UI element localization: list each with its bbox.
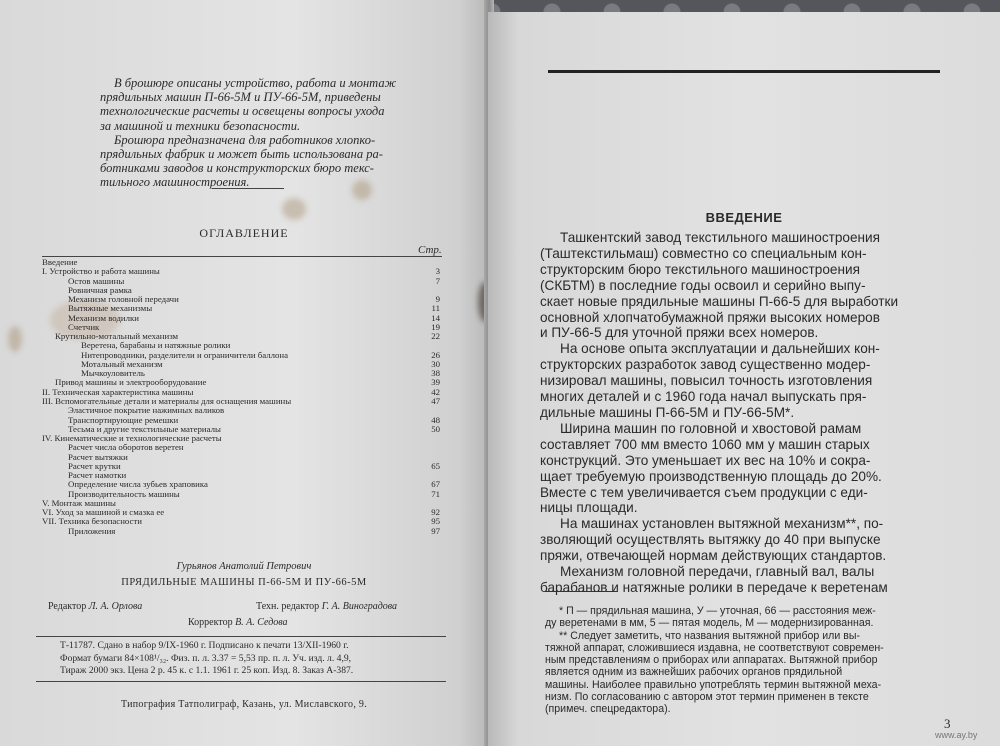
- toc-row: [42, 527, 442, 536]
- abstract-line: прядильных фабрик и может быть использована ра-: [100, 147, 383, 162]
- body-line: составляет 700 мм вместо 1060 мм у машин старых: [540, 436, 870, 452]
- table-of-contents: [42, 258, 442, 536]
- body-line: многих деталей и с 1960 года начал выпускать пря-: [540, 389, 867, 405]
- left-page: [0, 0, 488, 746]
- corrector-name: В. А. Седова: [235, 617, 288, 628]
- toc-page: 48: [431, 414, 440, 425]
- editor-name: Л. А. Орлова: [88, 601, 143, 612]
- toc-page: 30: [431, 358, 440, 369]
- footnote-divider: [545, 591, 617, 592]
- abstract-line: прядильных машин П-66-5М и ПУ-66-5М, приведены: [100, 90, 381, 105]
- toc-label: Веретена, барабаны и натяжные ролики: [81, 340, 231, 351]
- tech-editor-label: Техн. редактор: [256, 601, 320, 612]
- toc-page: 14: [431, 312, 440, 323]
- toc-label: Расчет числа оборотов веретен: [68, 442, 184, 453]
- toc-page: 47: [431, 395, 440, 406]
- toc-label: IV. Кинематические и технологические расчеты: [42, 433, 222, 444]
- toc-label: Эластичное покрытие нажимных валиков: [68, 405, 225, 416]
- body-line: (Таштекстильмаш) совместно со специальным кон-: [540, 245, 867, 261]
- page-number: 3: [944, 716, 951, 731]
- footnote-line: * П — прядильная машина, У — уточная, 66 — расстояния меж-: [559, 605, 876, 617]
- toc-title: ОГЛАВЛЕНИЕ: [199, 226, 289, 240]
- toc-label: Расчет намотки: [68, 470, 127, 481]
- body-line: Механизм головной передачи, главный вал, валы: [560, 564, 875, 580]
- footnote-line: (примеч. спецредактора).: [545, 703, 671, 716]
- toc-label: Механизм водилки: [68, 312, 140, 323]
- toc-page: 11: [431, 303, 440, 314]
- corrector-credit: [188, 617, 288, 628]
- abstract-line: ботниками заводов и конструкторских бюро текс-: [100, 161, 374, 176]
- toc-label: Счетчик: [68, 321, 100, 332]
- toc-label: Приложения: [68, 525, 116, 536]
- stain: [282, 198, 306, 220]
- toc-label: Привод машины и электрооборудование: [55, 377, 207, 388]
- toc-label: Мычкоуловитель: [81, 368, 145, 379]
- footnote-line: низм. По согласованию с автором этот термин применен в тексте: [545, 691, 869, 704]
- body-line: зволяющий осуществлять вытяжку до 40 при выпуске: [540, 532, 881, 548]
- toc-label: Ровничная рамка: [68, 284, 132, 295]
- toc-label: Крутильно-мотальный механизм: [55, 331, 179, 342]
- toc-label: Транспортирующие ремешки: [68, 414, 179, 425]
- editor-label: Редактор: [48, 601, 87, 612]
- footnote-line: ду веретенами в мм, 5 — пятая модель, М — модернизированная.: [545, 617, 874, 630]
- divider: [42, 256, 442, 257]
- body-line: основной хлопчатобумажной пряжи высоких номеров: [540, 309, 880, 325]
- divider: [36, 636, 446, 637]
- toc-page: 22: [431, 331, 440, 342]
- toc-label: Вытяжные механизмы: [68, 303, 153, 314]
- footnote-line: ным представлениям о приборах или аппаратах. Вытяжной прибор: [545, 654, 878, 667]
- printer-line: Типография Татполиграф, Казань, ул. Миславского, 9.: [120, 699, 368, 710]
- toc-page: 39: [431, 377, 440, 388]
- footnotes: [545, 605, 945, 716]
- toc-page-header: Стр.: [418, 244, 442, 256]
- editor-credit: [48, 601, 142, 612]
- abstract: [86, 76, 426, 190]
- toc-page: 67: [431, 479, 440, 490]
- toc-page: 65: [431, 460, 440, 471]
- book-title: ПРЯДИЛЬНЫЕ МАШИНЫ П-66-5М И ПУ-66-5М: [121, 577, 367, 588]
- toc-label: Механизм головной передачи: [68, 294, 179, 305]
- body-line: (СКБТМ) в последние годы освоил и серийно выпу-: [540, 277, 866, 293]
- body-line: структорским бюро текстильного машиностроения: [540, 261, 860, 277]
- toc-label: VII. Техника безопасности: [42, 516, 142, 527]
- toc-label: Расчет крутки: [68, 460, 121, 471]
- body-line: структорских разработок завод существенно модер-: [540, 357, 871, 373]
- toc-page: 26: [431, 349, 440, 360]
- divider: [36, 681, 446, 682]
- body-line: Ташкентский завод текстильного машиностроения: [560, 230, 881, 245]
- stain: [8, 326, 22, 352]
- toc-page: 19: [431, 321, 440, 332]
- tech-editor-name: Г. А. Виноградова: [321, 601, 398, 612]
- imprint-line: Тираж 2000 экз. Цена 2 р. 45 к. с 1.1. 1961 г. 25 коп. Изд. 8. Заказ А-387.: [60, 665, 354, 676]
- body-line: барабанов и натяжные ролики в передаче к веретенам: [540, 579, 888, 595]
- toc-label: V. Монтаж машины: [42, 497, 116, 508]
- section-title: ВВЕДЕНИЕ: [705, 210, 783, 225]
- footnote-line: является одним из важнейших рабочих органов прядильной: [545, 666, 843, 679]
- toc-page: 7: [435, 275, 440, 286]
- body-line: На основе опыта эксплуатации и дальнейших кон-: [560, 341, 880, 357]
- body-line: и ПУ-66-5 для уточной пряжи всех номеров.: [540, 325, 819, 341]
- toc-label: Производительность машины: [68, 488, 180, 499]
- toc-label: II. Техническая характеристика машины: [42, 386, 194, 397]
- body-line: дильные машины П-66-5М и ПУ-66-5М*.: [540, 404, 795, 420]
- tech-editor-credit: [256, 601, 397, 612]
- author-name: Гурьянов Анатолий Петрович: [176, 561, 312, 572]
- abstract-line: за машиной и техники безопасности.: [100, 118, 301, 133]
- toc-page: 50: [431, 423, 440, 434]
- toc-label: Расчет вытяжки: [68, 451, 128, 462]
- toc-row: [42, 314, 442, 323]
- imprint: [60, 640, 450, 678]
- toc-label: Нитепроводники, разделители и ограничители баллона: [81, 349, 289, 360]
- body-line: Ширина машин по головной и хвостовой рамам: [560, 420, 862, 436]
- toc-label: III. Вспомогательные детали и материалы для оснащения машины: [42, 395, 292, 406]
- body-line: пряжи, отвечающей нормам действующих стандартов.: [540, 548, 887, 564]
- toc-page: 42: [431, 386, 440, 397]
- abstract-line: Брошюра предназначена для работников хлопко-: [114, 132, 376, 147]
- footnote-line: тяжной аппарат, сложившиеся издавна, не соответствуют современ-: [545, 641, 884, 654]
- body-line: скает новые прядильные машины П-66-5 для выработки: [540, 293, 899, 309]
- body-line: На машинах установлен вытяжной механизм**, по-: [560, 516, 884, 532]
- body-line: щает требуемую производственную площадь до 20%.: [540, 468, 882, 484]
- toc-label: Введение: [42, 257, 78, 267]
- abstract-line: технологические расчеты и освещены вопросы ухода: [100, 104, 385, 119]
- toc-label: Остов машины: [68, 275, 125, 286]
- toc-label: Мотальный механизм: [81, 358, 163, 369]
- body-line: Вместе с тем увеличивается съем продукции с еди-: [540, 484, 868, 500]
- abstract-line: В брошюре описаны устройство, работа и монтаж: [114, 76, 397, 90]
- header-rule: [548, 70, 940, 73]
- toc-page: 38: [431, 368, 440, 379]
- toc-label: I. Устройство и работа машины: [42, 266, 160, 277]
- abstract-line: тильного машиностроения.: [100, 175, 250, 190]
- corrector-label: Корректор: [188, 617, 233, 628]
- toc-page: 92: [431, 507, 440, 518]
- footnote-line: ** Следует заметить, что названия вытяжной прибор или вы-: [559, 629, 860, 642]
- watermark: www.ay.by: [935, 730, 978, 740]
- toc-label: VI. Уход за машиной и смазка ее: [42, 507, 165, 518]
- body-line: конструкций. Это уменьшает их вес на 10% и сокра-: [540, 452, 871, 468]
- footnote-line: машины. Наиболее правильно употреблять термин вытяжной меха-: [545, 678, 882, 691]
- toc-page: 9: [435, 294, 440, 305]
- toc-page: 3: [435, 266, 440, 277]
- imprint-line: Т-11787. Сдано в набор 9/IX-1960 г. Подписано к печати 13/XII-1960 г.: [60, 640, 349, 651]
- divider: [212, 188, 284, 189]
- toc-label: Определение числа зубьев храповика: [68, 479, 208, 490]
- body-line: низировал машины, повысил точность изготовления: [540, 373, 873, 389]
- body-line: ницы площади.: [540, 500, 638, 516]
- toc-page: 97: [431, 525, 440, 536]
- toc-page: 71: [431, 488, 440, 499]
- body-text: [540, 230, 945, 596]
- imprint-line: Формат бумаги 84×108¹/₃₂. Физ. п. л. 3.37 = 5,53 пр. п. л. Уч. изд. л. 4,9,: [60, 652, 352, 664]
- toc-label: Тесьма и другие текстильные материалы: [68, 423, 221, 434]
- toc-page: 95: [431, 516, 440, 527]
